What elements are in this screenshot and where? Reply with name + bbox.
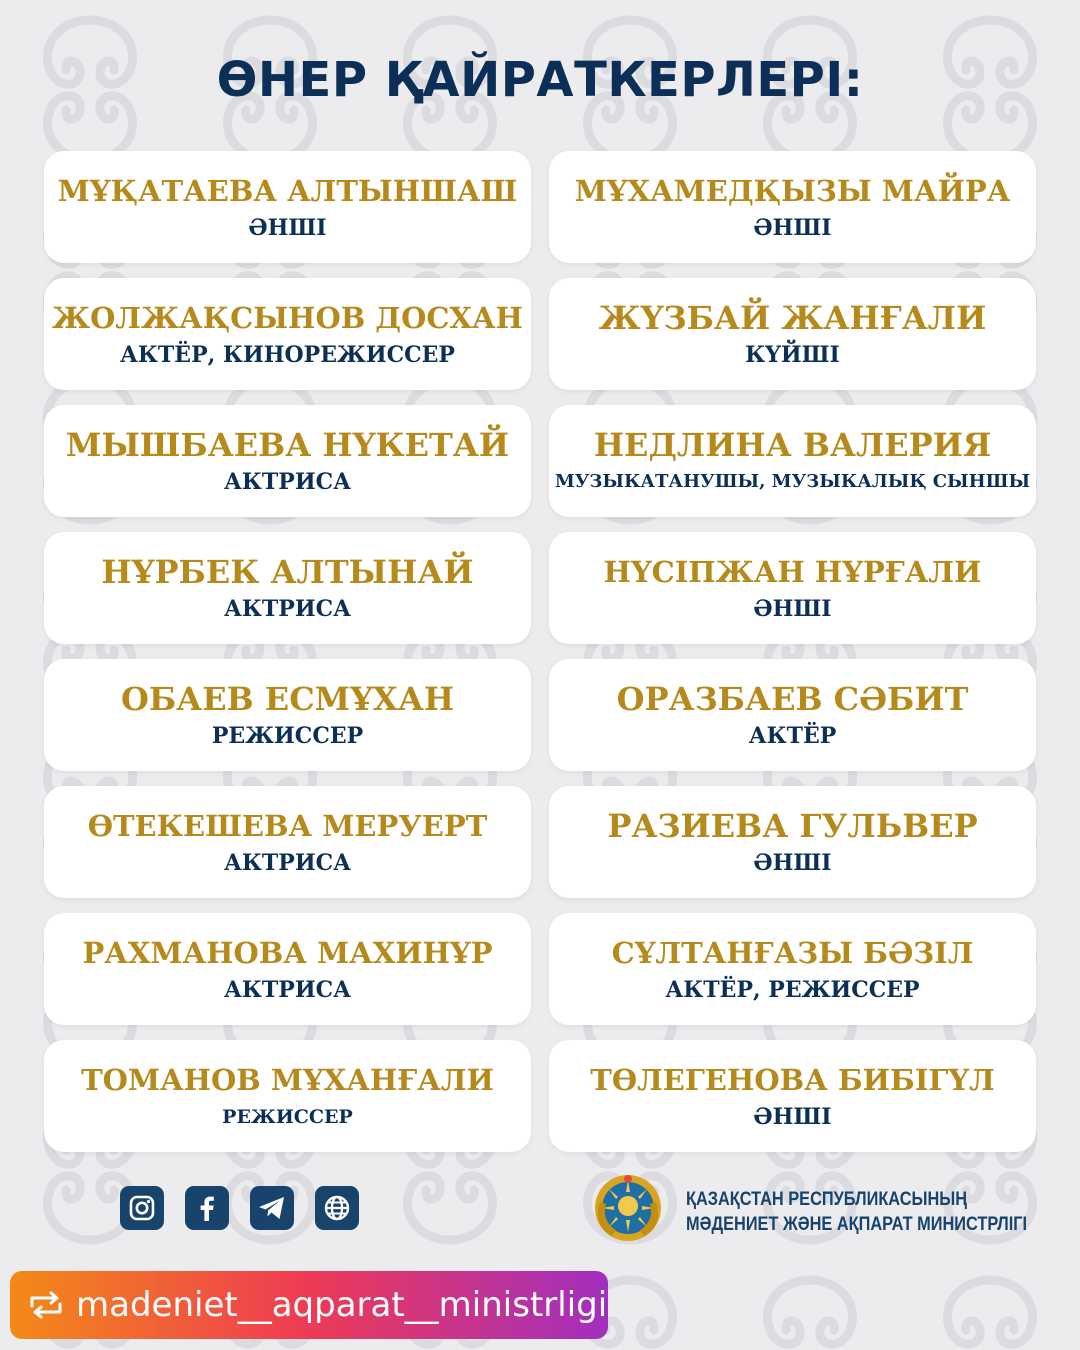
person-card <box>549 278 1036 390</box>
ministry-line-2: МӘДЕНИЕТ ЖӘНЕ АҚПАРАТ МИНИСТРЛІГІ <box>686 1214 1028 1235</box>
person-role: КҮЙШІ <box>745 342 840 368</box>
person-role: АКТЁР, КИНОРЕЖИССЕР <box>120 342 455 368</box>
person-name: ОРАЗБАЕВ СӘБИТ <box>616 680 969 718</box>
ministry-line-1: ҚАЗАҚСТАН РЕСПУБЛИКАСЫНЫҢ <box>686 1189 968 1210</box>
person-role: АКТРИСА <box>223 850 352 876</box>
person-name: НҮСІПЖАН НҰРҒАЛИ <box>603 555 982 589</box>
facebook-icon[interactable] <box>185 1186 229 1230</box>
person-card <box>549 1040 1036 1152</box>
person-name: МЫШБАЕВА НҮКЕТАЙ <box>65 426 510 464</box>
person-name: ТОМАНОВ МҰХАНҒАЛИ <box>81 1063 494 1097</box>
person-card <box>44 659 531 771</box>
person-name: МҰҚАТАЕВА АЛТЫНШАШ <box>57 174 518 208</box>
person-name: СҰЛТАНҒАЗЫ БӘЗІЛ <box>611 936 974 970</box>
person-role: АКТРИСА <box>223 596 352 622</box>
person-role: АКТЁР <box>748 723 837 749</box>
person-name: НЕДЛИНА ВАЛЕРИЯ <box>593 426 992 464</box>
page-title: ӨНЕР ҚАЙРАТКЕРЛЕРІ: <box>216 52 864 108</box>
person-card <box>549 786 1036 898</box>
person-name: ЖОЛЖАҚСЫНОВ ДОСХАН <box>52 301 523 335</box>
instagram-icon[interactable] <box>120 1186 164 1230</box>
person-name: РАХМАНОВА МАХИНҰР <box>82 936 493 970</box>
person-role: АКТЁР, РЕЖИССЕР <box>665 977 920 1003</box>
person-role: ӘНШІ <box>753 1104 832 1130</box>
person-name: ЖҮЗБАЙ ЖАНҒАЛИ <box>598 299 987 337</box>
globe-icon[interactable] <box>315 1186 359 1230</box>
social-links <box>120 1186 359 1230</box>
telegram-icon[interactable] <box>250 1186 294 1230</box>
person-role: ӘНШІ <box>753 596 832 622</box>
person-name: МҰХАМЕДҚЫЗЫ МАЙРА <box>574 174 1011 208</box>
person-card <box>44 786 531 898</box>
person-name: ОБАЕВ ЕСМҰХАН <box>120 680 455 718</box>
person-name: ӨТЕКЕШЕВА МЕРУЕРТ <box>87 809 488 843</box>
repost-username[interactable]: madeniet__aqparat__ministrligi <box>76 1285 608 1325</box>
ministry-name <box>686 1187 1027 1237</box>
person-name: ТӨЛЕГЕНОВА БИБІГҮЛ <box>590 1063 995 1097</box>
person-role: РЕЖИССЕР <box>211 723 364 749</box>
person-card <box>549 913 1036 1025</box>
repost-banner[interactable] <box>10 1271 608 1339</box>
person-card <box>549 659 1036 771</box>
person-role: ӘНШІ <box>753 850 832 876</box>
person-name: НҰРБЕК АЛТЫНАЙ <box>101 553 474 591</box>
person-role: АКТРИСА <box>223 469 352 495</box>
person-card <box>44 913 531 1025</box>
person-card <box>44 151 531 263</box>
person-card <box>549 151 1036 263</box>
person-role: РЕЖИССЕР <box>222 1106 353 1128</box>
person-card <box>44 1040 531 1152</box>
person-role: ӘНШІ <box>753 215 832 241</box>
person-role: ӘНШІ <box>248 215 327 241</box>
person-card <box>44 532 531 644</box>
person-role: МУЗЫКАТАНУШЫ, МУЗЫКАЛЫҚ СЫНШЫ <box>554 471 1031 492</box>
person-card <box>44 278 531 390</box>
kazakhstan-emblem-icon <box>592 1172 664 1244</box>
person-card <box>44 405 531 517</box>
repost-icon <box>26 1283 70 1327</box>
person-card <box>549 532 1036 644</box>
person-name: РАЗИЕВА ГУЛЬВЕР <box>607 807 978 845</box>
person-role: АКТРИСА <box>223 977 352 1003</box>
person-card <box>549 405 1036 517</box>
